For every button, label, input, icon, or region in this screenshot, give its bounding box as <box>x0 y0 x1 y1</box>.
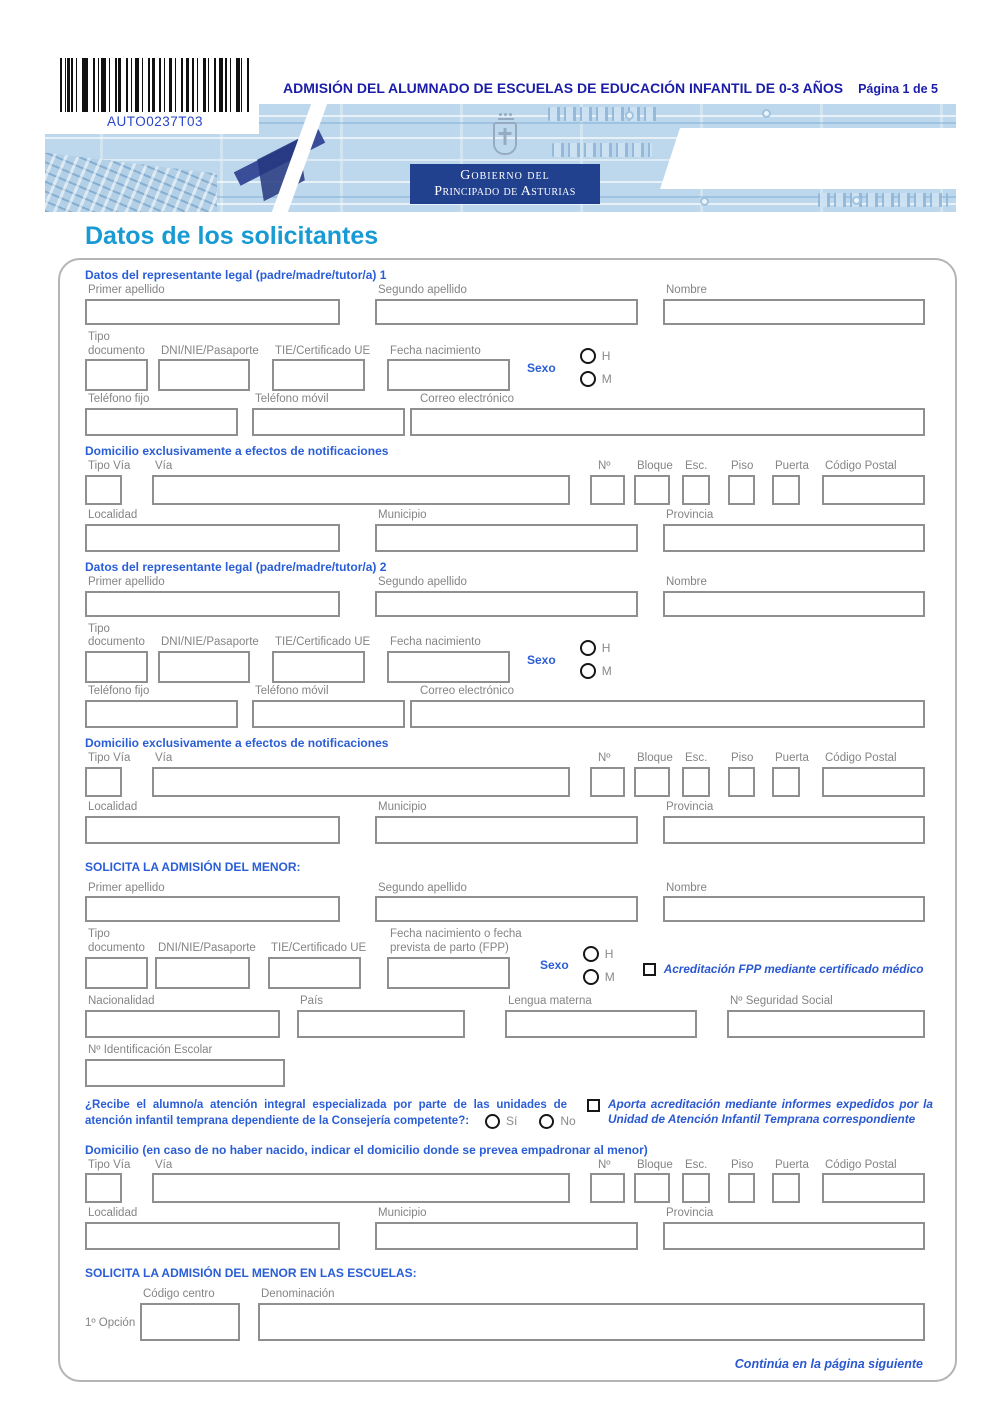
field-label: Primer apellido <box>88 284 165 296</box>
field-label: Puerta <box>775 460 809 473</box>
rep2-provincia-input[interactable] <box>663 816 925 844</box>
rep1-tie-input[interactable] <box>272 359 365 391</box>
field-label: DNI/NIE/Pasaporte <box>161 636 259 649</box>
rep1-esc-input[interactable] <box>682 475 710 505</box>
menor-primer-apellido-input[interactable] <box>85 896 340 922</box>
sexo-h-label: H <box>601 641 611 656</box>
sexo-label: Sexo <box>527 652 556 667</box>
rep1-piso-input[interactable] <box>728 475 755 505</box>
fpp-acreditacion-checkbox[interactable] <box>643 963 656 976</box>
form-container <box>58 258 957 1382</box>
rep1-primer-apellido-input[interactable] <box>85 299 340 325</box>
menor-lengua-materna-input[interactable] <box>505 1010 697 1038</box>
section-heading-domicilio2: Domicilio exclusivamente a efectos de notificaciones <box>85 735 389 750</box>
rep1-sexo-group <box>527 348 612 387</box>
crown-icon <box>498 112 514 120</box>
victory-cross-icon <box>493 122 517 155</box>
atencion-temprana-question: ¿Recibe el alumno/a atención integral especializada por parte de las unidades de atención infantil temprana dependiente de la Consejería competente?: <box>85 1098 567 1127</box>
menor-provincia-input[interactable] <box>663 1222 925 1250</box>
field-label: Esc. <box>685 460 708 473</box>
rep1-numero-input[interactable] <box>590 475 625 505</box>
rep2-localidad-input[interactable] <box>85 816 340 844</box>
rep1-dni-input[interactable] <box>158 359 250 391</box>
field-label: Lengua materna <box>508 994 592 1007</box>
rep1-provincia-input[interactable] <box>663 524 925 552</box>
field-label: Municipio <box>378 1207 427 1220</box>
logo-line1: Gobierno del <box>460 168 550 184</box>
rep1-municipio-input[interactable] <box>375 524 638 552</box>
rep2-via-input[interactable] <box>152 767 570 797</box>
field-label: Bloque <box>637 460 673 473</box>
field-label: Fecha nacimiento <box>390 344 481 357</box>
field-label: Nombre <box>666 575 707 588</box>
field-label: DNI/NIE/Pasaporte <box>161 344 259 357</box>
rep2-puerta-input[interactable] <box>772 767 800 797</box>
rep2-tie-input[interactable] <box>272 651 365 683</box>
menor-puerta-input[interactable] <box>772 1173 800 1203</box>
menor-identificacion-escolar-input[interactable] <box>85 1059 285 1087</box>
header-title-row <box>283 80 938 96</box>
rep1-puerta-input[interactable] <box>772 475 800 505</box>
field-label: Nacionalidad <box>88 994 155 1007</box>
field-label: Piso <box>731 751 754 764</box>
rep2-sexo-group <box>527 640 612 679</box>
field-label: Nombre <box>666 284 707 296</box>
menor-sexo-h-radio[interactable] <box>583 946 599 962</box>
sexo-h-label: H <box>601 349 611 364</box>
logo-line2: Principado de Asturias <box>434 184 576 199</box>
rep2-phone-row <box>85 685 955 728</box>
rep1-telefono-fijo-input[interactable] <box>85 408 238 436</box>
menor-document-row <box>85 928 955 989</box>
opcion1-label: 1º Opción <box>85 1316 136 1329</box>
header-title: ADMISIÓN DEL ALUMNADO DE ESCUELAS DE EDUCACIÓN INFANTIL DE 0-3 AÑOS <box>283 80 844 96</box>
field-label: Teléfono fijo <box>88 685 150 698</box>
rep2-segundo-apellido-input[interactable] <box>375 591 638 617</box>
asturias-emblem-icon <box>492 112 520 158</box>
menor-nacionalidad-input[interactable] <box>85 1010 280 1038</box>
barcode-text: AUTO0237T03 <box>106 114 204 129</box>
field-label: Segundo apellido <box>378 881 467 894</box>
opcion1-denominacion-input[interactable] <box>258 1303 925 1341</box>
rep2-primer-apellido-input[interactable] <box>85 591 340 617</box>
field-label: Municipio <box>378 800 427 813</box>
field-label: Vía <box>155 1158 173 1171</box>
circuit-dot <box>762 109 771 118</box>
menor-localidad-input[interactable] <box>85 1222 340 1250</box>
rep2-municipio-input[interactable] <box>375 816 638 844</box>
field-label: Teléfono móvil <box>255 685 329 698</box>
rep2-locality-row <box>85 801 955 844</box>
circuit-dot <box>852 196 861 205</box>
field-label: Localidad <box>88 1207 138 1220</box>
atencion-temprana-radios <box>485 1114 576 1129</box>
rep2-nombre-input[interactable] <box>663 591 925 617</box>
circuit-dot <box>625 111 634 120</box>
field-label: Vía <box>155 460 173 473</box>
field-label: Nº <box>598 751 611 764</box>
rep1-fecha-nacimiento-input[interactable] <box>387 359 510 391</box>
field-label: Puerta <box>775 1158 809 1171</box>
field-label: TIE/Certificado UE <box>275 344 371 357</box>
field-label: Código Postal <box>825 460 897 473</box>
rep1-localidad-input[interactable] <box>85 524 340 552</box>
rep1-locality-row <box>85 509 955 552</box>
field-label: Puerta <box>775 751 809 764</box>
atencion-no-radio[interactable] <box>539 1114 554 1129</box>
gobierno-logo <box>410 164 600 204</box>
field-label: TIE/Certificado UE <box>275 636 371 649</box>
opcion1-codigo-centro-input[interactable] <box>140 1303 240 1341</box>
field-label: Provincia <box>666 800 714 813</box>
rep1-names-row <box>85 284 955 325</box>
page-indicator: Página 1 de 5 <box>858 82 938 96</box>
field-label: Tipo documento <box>88 928 145 955</box>
fpp-acreditacion-group <box>643 962 924 977</box>
field-label: Provincia <box>666 1207 714 1220</box>
rep1-phone-row <box>85 393 955 436</box>
menor-dni-input[interactable] <box>155 957 250 989</box>
rep1-telefono-movil-input[interactable] <box>252 408 405 436</box>
field-label: Tipo Vía <box>88 460 131 473</box>
rep1-bloque-input[interactable] <box>634 475 670 505</box>
aporta-acreditacion-label: Aporta acreditación mediante informes expedidos por la Unidad de Atención Infantil Temprana correspondiente <box>608 1096 933 1126</box>
rep1-via-input[interactable] <box>152 475 570 505</box>
rep1-codigo-postal-input[interactable] <box>822 475 925 505</box>
sexo-m-label: M <box>601 372 612 387</box>
field-label: Teléfono fijo <box>88 393 150 406</box>
menor-names-row <box>85 882 955 923</box>
field-label: Denominación <box>261 1288 335 1301</box>
no-label: No <box>560 1114 576 1129</box>
field-label: Primer apellido <box>88 575 165 588</box>
field-label: Nº Seguridad Social <box>730 994 833 1007</box>
rep2-document-row <box>85 623 955 684</box>
sexo-m-label: M <box>601 664 612 679</box>
rep2-telefono-movil-input[interactable] <box>252 700 405 728</box>
menor-fecha-fpp-input[interactable] <box>387 957 510 989</box>
section-heading-domicilio1: Domicilio exclusivamente a efectos de notificaciones <box>85 444 389 459</box>
menor-tipo-documento-input[interactable] <box>85 957 148 989</box>
field-label: Piso <box>731 1158 754 1171</box>
menor-nombre-input[interactable] <box>663 896 925 922</box>
circuit-pads <box>818 193 948 207</box>
field-label: Tipo Vía <box>88 751 131 764</box>
menor-via-input[interactable] <box>152 1173 570 1203</box>
field-label: Fecha nacimiento <box>390 636 481 649</box>
rep2-address-row <box>85 752 955 797</box>
rep2-sexo-m-radio[interactable] <box>580 663 596 679</box>
aporta-acreditacion-group <box>587 1097 933 1128</box>
sexo-m-label: M <box>604 969 615 984</box>
menor-tipo-via-input[interactable] <box>85 1173 122 1203</box>
rep2-piso-input[interactable] <box>728 767 755 797</box>
menor-bloque-input[interactable] <box>634 1173 670 1203</box>
rep2-fecha-nacimiento-input[interactable] <box>387 651 510 683</box>
section-heading-rep1: Datos del representante legal (padre/madre/tutor/a) 1 <box>85 268 387 282</box>
field-label: Tipo Vía <box>88 1158 131 1171</box>
field-label: Esc. <box>685 751 708 764</box>
rep2-numero-input[interactable] <box>590 767 625 797</box>
section-heading-domicilio-menor: Domicilio (en caso de no haber nacido, indicar el domicilio donde se prevea empadronar al menor) <box>85 1142 648 1157</box>
aporta-acreditacion-checkbox[interactable] <box>587 1099 600 1112</box>
field-label: Fecha nacimiento o fecha prevista de parto (FPP) <box>390 928 522 955</box>
menor-pais-input[interactable] <box>297 1010 465 1038</box>
field-label: Localidad <box>88 800 138 813</box>
si-label: Sí <box>506 1114 518 1129</box>
rep2-correo-input[interactable] <box>410 700 925 728</box>
menor-tie-input[interactable] <box>268 957 361 989</box>
menor-seguridad-social-input[interactable] <box>727 1010 925 1038</box>
field-label: Nombre <box>666 881 707 894</box>
rep2-tipo-via-input[interactable] <box>85 767 122 797</box>
field-label: Segundo apellido <box>378 575 467 588</box>
menor-numero-input[interactable] <box>590 1173 625 1203</box>
opcion1-row <box>85 1288 955 1341</box>
rep2-dni-input[interactable] <box>158 651 250 683</box>
field-label: País <box>300 994 324 1007</box>
field-label: Nº Identificación Escolar <box>88 1043 213 1056</box>
field-label: Municipio <box>378 508 427 521</box>
rep1-document-row <box>85 331 955 392</box>
rep1-nombre-input[interactable] <box>663 299 925 325</box>
menor-school-id-row <box>85 1044 955 1087</box>
field-label: Nº <box>598 1158 611 1171</box>
field-label: Segundo apellido <box>378 284 467 296</box>
field-label: Vía <box>155 751 173 764</box>
rep1-sexo-m-radio[interactable] <box>580 371 596 387</box>
circuit-dot <box>700 197 709 206</box>
field-label: Correo electrónico <box>420 685 514 698</box>
menor-municipio-input[interactable] <box>375 1222 638 1250</box>
menor-sexo-m-radio[interactable] <box>583 969 599 985</box>
field-label: DNI/NIE/Pasaporte <box>158 942 256 955</box>
circuit-pads <box>552 143 652 157</box>
rep2-bloque-input[interactable] <box>634 767 670 797</box>
menor-segundo-apellido-input[interactable] <box>375 896 638 922</box>
menor-esc-input[interactable] <box>682 1173 710 1203</box>
field-label: Bloque <box>637 751 673 764</box>
atencion-si-radio[interactable] <box>485 1114 500 1129</box>
field-label: Nº <box>598 460 611 473</box>
rep1-correo-input[interactable] <box>410 408 925 436</box>
continue-note: Continúa en la página siguiente <box>734 1356 923 1371</box>
field-label: Tipo documento <box>88 622 145 649</box>
rep1-tipo-via-input[interactable] <box>85 475 122 505</box>
menor-locality-row <box>85 1207 955 1250</box>
rep2-tipo-documento-input[interactable] <box>85 651 148 683</box>
field-label: Primer apellido <box>88 881 165 894</box>
fpp-acreditacion-label: Acreditación FPP mediante certificado médico <box>663 961 924 976</box>
page-title: Datos de los solicitantes <box>85 222 379 250</box>
field-label: Tipo documento <box>88 330 145 357</box>
rep2-codigo-postal-input[interactable] <box>822 767 925 797</box>
menor-codigo-postal-input[interactable] <box>822 1173 925 1203</box>
menor-address-row <box>85 1159 955 1204</box>
field-label: Código Postal <box>825 751 897 764</box>
field-label: Correo electrónico <box>420 393 514 406</box>
field-label: Esc. <box>685 1158 708 1171</box>
rep2-esc-input[interactable] <box>682 767 710 797</box>
menor-piso-input[interactable] <box>728 1173 755 1203</box>
sexo-label: Sexo <box>527 360 556 375</box>
field-label: Piso <box>731 460 754 473</box>
section-heading-menor: SOLICITA LA ADMISIÓN DEL MENOR: <box>85 859 301 874</box>
sexo-label: Sexo <box>540 958 569 973</box>
rep2-sexo-h-radio[interactable] <box>580 640 596 656</box>
rep2-names-row <box>85 576 955 617</box>
section-heading-rep2: Datos del representante legal (padre/madre/tutor/a) 2 <box>85 559 387 574</box>
sexo-h-label: H <box>604 946 614 961</box>
menor-sexo-group <box>540 946 615 985</box>
barcode <box>60 58 250 112</box>
rep1-address-row <box>85 460 955 505</box>
field-label: Código centro <box>143 1288 215 1301</box>
field-label: Localidad <box>88 508 138 521</box>
rep1-segundo-apellido-input[interactable] <box>375 299 638 325</box>
circuit-pads <box>548 107 660 121</box>
white-notch <box>660 128 956 189</box>
atencion-temprana-question-row <box>85 1097 955 1135</box>
rep2-telefono-fijo-input[interactable] <box>85 700 238 728</box>
field-label: TIE/Certificado UE <box>271 942 367 955</box>
menor-nationality-row <box>85 995 955 1038</box>
section-heading-escuelas: SOLICITA LA ADMISIÓN DEL MENOR EN LAS ESCUELAS: <box>85 1266 417 1281</box>
field-label: Teléfono móvil <box>255 393 329 406</box>
field-label: Código Postal <box>825 1158 897 1171</box>
rep1-tipo-documento-input[interactable] <box>85 359 148 391</box>
rep1-sexo-h-radio[interactable] <box>580 348 596 364</box>
field-label: Provincia <box>666 508 714 521</box>
field-label: Bloque <box>637 1158 673 1171</box>
